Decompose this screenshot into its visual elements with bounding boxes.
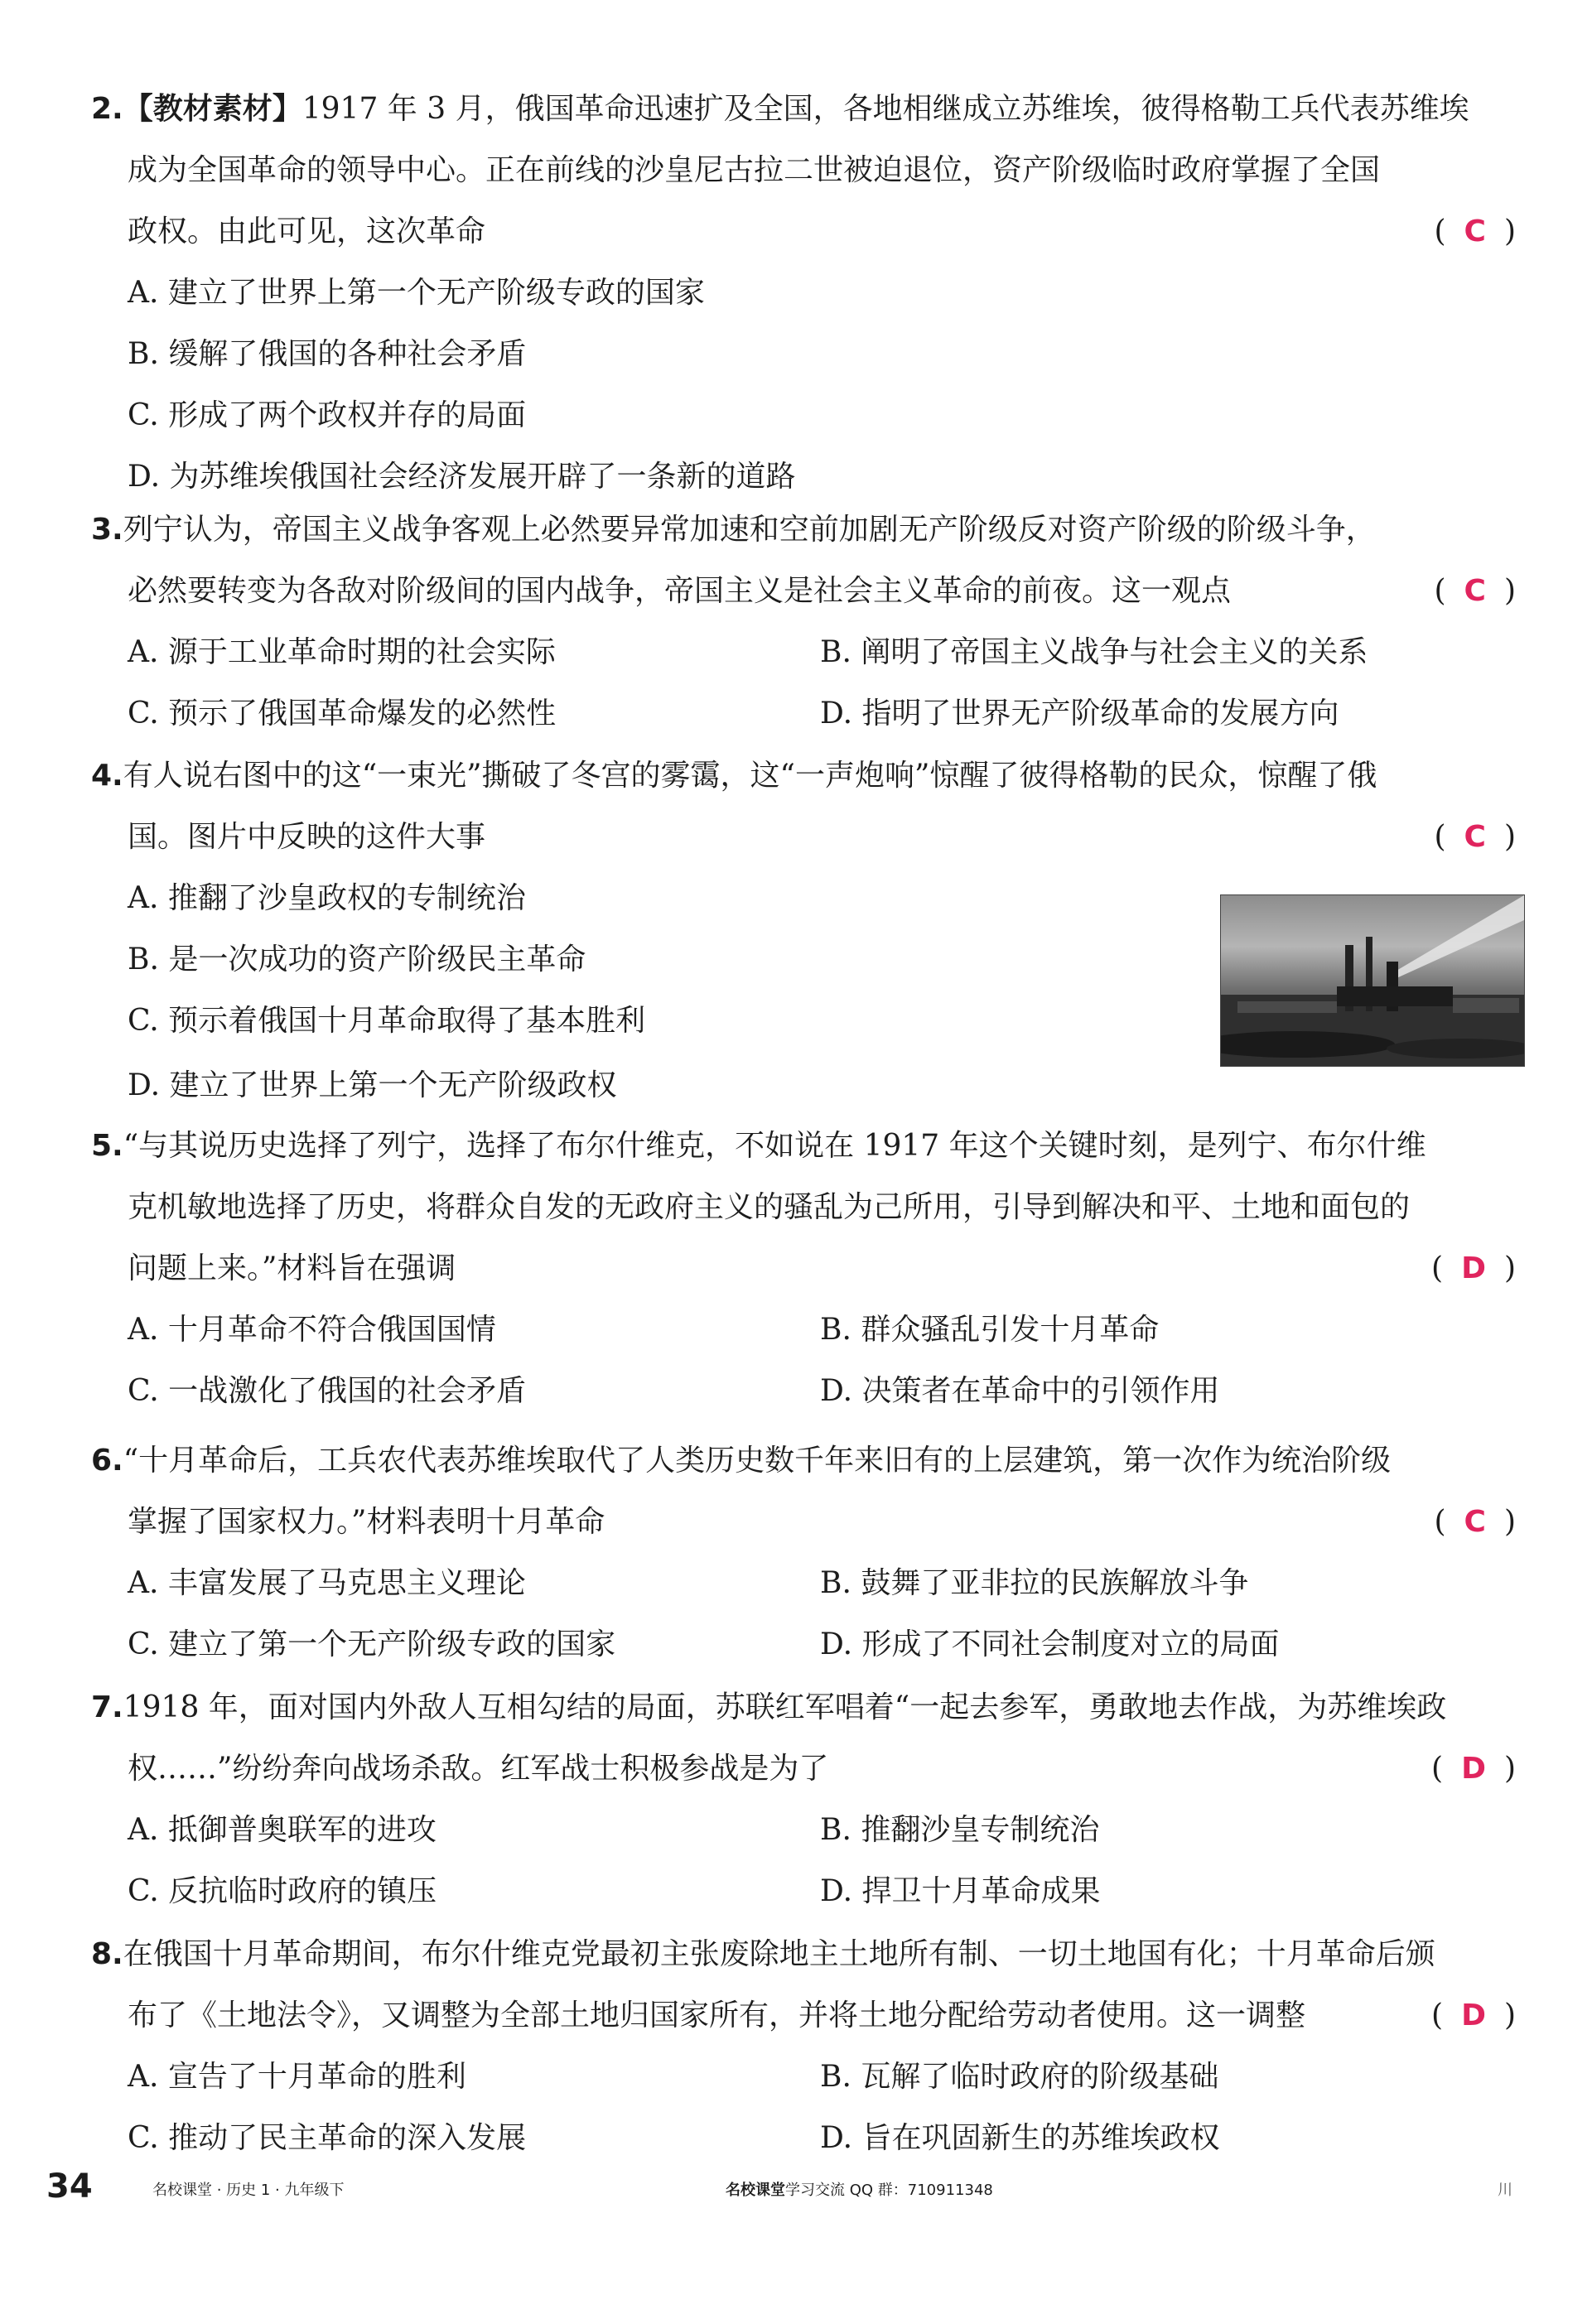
question-number: 7. <box>91 1690 123 1724</box>
page-footer <box>46 2163 1554 2213</box>
option-d: D. 旨在巩固新生的苏维埃政权 <box>820 2121 1220 2155</box>
question-text: 有人说右图中的这“一束光”撕破了冬宫的雾霭，这“一声炮响”惊醒了彼得格勒的民众，惊醒了俄 <box>123 759 1377 793</box>
page-number: 34 <box>46 2167 93 2206</box>
option-b: B. 群众骚乱引发十月革命 <box>820 1313 1160 1347</box>
option-c: C. 预示着俄国十月革命取得了基本胜利 <box>128 1004 646 1038</box>
answer-letter: C <box>1464 820 1486 854</box>
option-c: C. 反抗临时政府的镇压 <box>128 1874 437 1908</box>
question-8 <box>91 1936 1516 2185</box>
question-text: 在俄国十月革命期间，布尔什维克党最初主张废除地主土地所有制、一切土地国有化；十月革命后颁 <box>123 1937 1435 1971</box>
question-text: “与其说历史选择了列宁，选择了布尔什维克，不如说在 1917 年这个关键时刻，是列宁、布尔什维 <box>123 1129 1426 1163</box>
question-text: 必然要转变为各敌对阶级间的国内战争，帝国主义是社会主义革命的前夜。这一观点 <box>128 574 1232 608</box>
option-b: B. 缓解了俄国的各种社会矛盾 <box>128 337 527 371</box>
answer-slot: ( C ) <box>1434 215 1516 248</box>
question-text: 克机敏地选择了历史，将群众自发的无政府主义的骚乱为己所用，引导到解决和平、土地和面包的 <box>128 1190 1411 1224</box>
answer-letter: C <box>1464 1505 1486 1539</box>
option-d: D. 形成了不同社会制度对立的局面 <box>820 1627 1280 1661</box>
winter-palace-illustration <box>1220 894 1525 1067</box>
option-a: A. 丰富发展了马克思主义理论 <box>128 1566 526 1600</box>
answer-slot: ( C ) <box>1434 1505 1516 1539</box>
option-a: A. 抵御普奥联军的进攻 <box>128 1813 437 1847</box>
option-b: B. 瓦解了临时政府的阶级基础 <box>820 2060 1219 2094</box>
option-b: B. 阐明了帝国主义战争与社会主义的关系 <box>820 635 1368 669</box>
answer-letter: C <box>1464 574 1486 608</box>
question-text: 成为全国革命的领导中心。正在前线的沙皇尼古拉二世被迫退位，资产阶级临时政府掌握了全国 <box>128 153 1381 187</box>
option-b: B. 鼓舞了亚非拉的民族解放斗争 <box>820 1566 1249 1600</box>
question-text: 权……”纷纷奔向战场杀敌。红军战士积极参战是为了 <box>128 1752 829 1786</box>
option-d: D. 决策者在革命中的引领作用 <box>820 1374 1220 1408</box>
answer-slot: ( D ) <box>1431 1251 1516 1285</box>
question-6 <box>91 1443 1516 1691</box>
option-d: D. 捍卫十月革命成果 <box>820 1874 1101 1908</box>
question-3 <box>91 512 1516 760</box>
question-7 <box>91 1690 1516 1938</box>
question-number: 2. <box>91 92 123 126</box>
option-c: C. 建立了第一个无产阶级专政的国家 <box>128 1627 616 1661</box>
question-number: 8. <box>91 1937 123 1971</box>
question-number: 5. <box>91 1129 123 1163</box>
answer-slot: ( D ) <box>1431 1999 1516 2032</box>
answer-letter: C <box>1464 215 1486 248</box>
question-2 <box>91 91 1516 538</box>
option-a: A. 宣告了十月革命的胜利 <box>128 2060 466 2094</box>
region-mark: 川 <box>1498 2182 1512 2199</box>
question-text: 政权。由此可见，这次革命 <box>128 215 486 248</box>
question-text: 布了《土地法令》，又调整为全部土地归国家所有，并将土地分配给劳动者使用。这一调整 <box>128 1999 1306 2032</box>
answer-slot: ( C ) <box>1434 820 1516 854</box>
option-c: C. 一战激化了俄国的社会矛盾 <box>128 1374 527 1408</box>
option-b: B. 是一次成功的资产阶级民主革命 <box>128 943 586 976</box>
answer-slot: ( C ) <box>1434 574 1516 608</box>
answer-slot: ( D ) <box>1431 1752 1516 1786</box>
option-d: D. 指明了世界无产阶级革命的发展方向 <box>820 697 1339 730</box>
option-a: A. 建立了世界上第一个无产阶级专政的国家 <box>128 276 705 310</box>
answer-letter: D <box>1461 1752 1486 1786</box>
qq-group-info <box>726 2178 993 2203</box>
question-number: 4. <box>91 759 123 793</box>
option-a: A. 十月革命不符合俄国国情 <box>128 1313 496 1347</box>
question-5 <box>91 1128 1516 1434</box>
question-number: 3. <box>91 513 123 547</box>
option-b: B. 推翻沙皇专制统治 <box>820 1813 1100 1847</box>
option-d: D. 建立了世界上第一个无产阶级政权 <box>128 1068 617 1102</box>
option-d: D. 为苏维埃俄国社会经济发展开辟了一条新的道路 <box>128 460 796 494</box>
brand-logo-text: 名校课堂 <box>726 2182 785 2199</box>
answer-letter: D <box>1461 1999 1486 2032</box>
question-text: 掌握了国家权力。”材料表明十月革命 <box>128 1505 605 1539</box>
searchlight-scene-icon <box>1221 895 1524 1066</box>
qq-group-text: 学习交流 QQ 群：710911348 <box>785 2182 993 2199</box>
question-text: “十月革命后，工兵农代表苏维埃取代了人类历史数千年来旧有的上层建筑，第一次作为统治阶级 <box>123 1444 1392 1478</box>
option-c: C. 预示了俄国革命爆发的必然性 <box>128 697 557 730</box>
question-text: 1917 年 3 月，俄国革命迅速扩及全国，各地相继成立苏维埃，彼得格勒工兵代表苏维埃 <box>302 92 1469 126</box>
option-c: C. 形成了两个政权并存的局面 <box>128 398 527 432</box>
question-text: 列宁认为，帝国主义战争客观上必然要异常加速和空前加剧无产阶级反对资产阶级的阶级斗争， <box>123 513 1376 547</box>
question-number: 6. <box>91 1444 123 1478</box>
option-a: A. 源于工业革命时期的社会实际 <box>128 635 556 669</box>
question-text: 问题上来。”材料旨在强调 <box>128 1251 456 1285</box>
answer-letter: D <box>1461 1251 1486 1285</box>
option-a: A. 推翻了沙皇政权的专制统治 <box>128 881 526 915</box>
question-text: 1918 年，面对国内外敌人互相勾结的局面，苏联红军唱着“一起去参军，勇敢地去作战，为苏维埃政 <box>123 1690 1447 1724</box>
option-c: C. 推动了民主革命的深入发展 <box>128 2121 527 2155</box>
source-tag: 【教材素材】 <box>123 92 302 126</box>
question-text: 国。图片中反映的这件大事 <box>128 820 486 854</box>
book-series: 名校课堂 · 历史 1 · 九年级下 <box>152 2182 345 2199</box>
